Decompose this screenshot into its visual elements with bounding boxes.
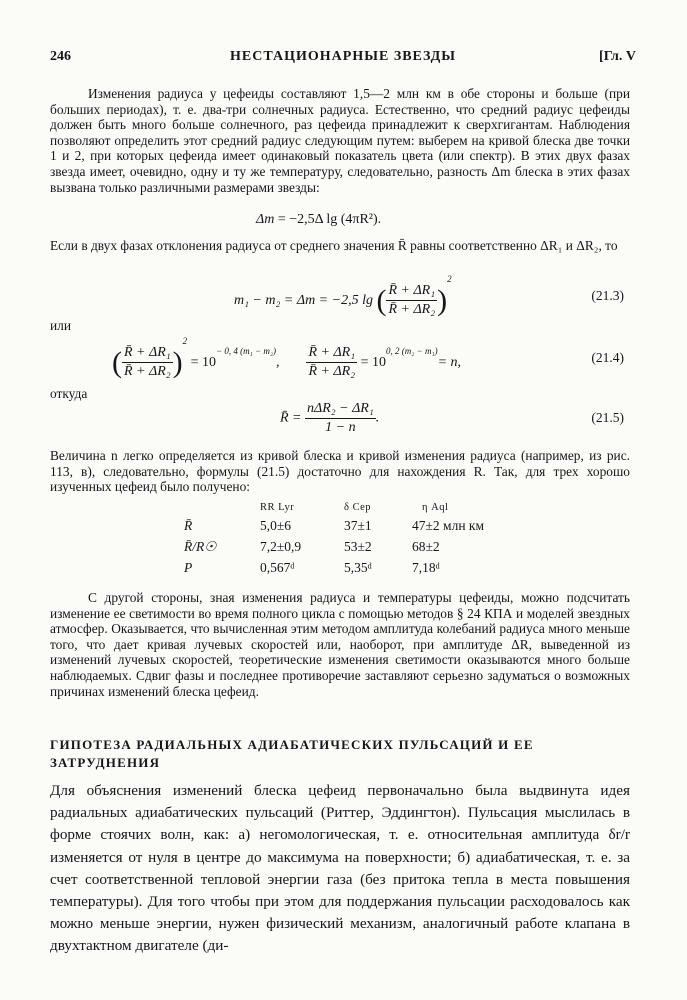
paragraph-radius-change bbox=[50, 86, 630, 195]
eq2-rhs1-base: = 10 bbox=[190, 354, 217, 370]
eq2-fraction bbox=[122, 344, 173, 381]
eq3-numerator: nΔR₂ − ΔR₁ bbox=[305, 400, 376, 419]
table-row bbox=[184, 515, 542, 536]
row-label: R̄/R☉ bbox=[184, 538, 217, 554]
eq1-numerator: R̄ + ΔR₁ bbox=[386, 282, 437, 301]
paragraph-deviation bbox=[50, 238, 630, 254]
row-label: P bbox=[184, 559, 193, 575]
table-cell: 68±2 bbox=[412, 538, 440, 554]
paragraph-text: Для объяснения изменений блеска цефеид первоначально была выдвинута идея радиальных адиабатических пульсаций (Риттер, Эддингтон). Пульсация мыслилась в форме стоячих волн, как: а) негомологическая, т. е. относительная амплитуда δr/r изменяется от нуля в центре до максимума на поверхности; б) адиабатическая, т. е. за счет соответственной тепловой энергии газа (без притока тепла в места повышения температуры). Для того чтобы при этом для поддержания пульсации расходовалось как можно меньше энергии, нужен физический механизм, аналогичный работе клапана в двухтактном двигателе (ди- bbox=[50, 782, 630, 955]
paragraph-text: Изменения радиуса у цефеиды составляют 1,5—2 млн км в обе стороны и больше (при больших периодах), т. е. два-три солнечных радиуса. Естественно, что средний радиус цефеиды должен быть много больше солнечного, раз цефеида принадлежит к сверхгигантам. Наблюдения позволяют определить этот средний радиус следующим путем: выберем на кривой блеска две точки 1 и 2, при которых цефеида имеет одинаковый показатель цвета (или спектр). В этих двух фазах звезда имеет, очевидно, одну и ту же температуру, следовательно, разность Δm блеска в этих фазах вызвана только различными размерами звезды: bbox=[50, 86, 630, 195]
table-cell: 47±2 млн км bbox=[412, 517, 485, 533]
section-heading: ГИПОТЕЗА РАДИАЛЬНЫХ АДИАБАТИЧЕСКИХ ПУЛЬСАЦИЙ И ЕЕ ЗАТРУДНЕНИЯ bbox=[50, 737, 534, 770]
table-cell: 0,567ᵈ bbox=[260, 559, 295, 575]
table-cell: 53±2 bbox=[344, 538, 372, 554]
eq1-denominator: R̄ + ΔR₂ bbox=[388, 302, 436, 318]
eq3-end: . bbox=[375, 410, 380, 426]
table-header-cell bbox=[184, 499, 260, 515]
table-cell: 5,35ᵈ bbox=[344, 559, 372, 575]
word-whence: откуда bbox=[50, 386, 88, 401]
paragraph-pulsation-hypothesis bbox=[50, 780, 630, 958]
table-row bbox=[184, 557, 542, 578]
eq2-power: 2 bbox=[182, 336, 188, 346]
table-cell: 7,18ᵈ bbox=[412, 559, 440, 575]
eq2-rhs1-exp: − 0, 4 (m₁ − m₂) bbox=[216, 346, 276, 356]
equation-21-3: m₁ − m₂ = Δm = −2,5 lg ( $\frac{\text{R̄ + ΔR₁}}{\text{R̄ + ΔR₂}}$ )$^2$ (21.3) bbox=[234, 274, 624, 318]
running-title: НЕСТАЦИОНАРНЫЕ ЗВЕЗДЫ bbox=[230, 49, 456, 64]
eq1-fraction bbox=[386, 282, 437, 319]
page-header bbox=[50, 49, 636, 69]
eq1-power: 2 bbox=[447, 274, 452, 284]
chapter-marker: [Гл. V bbox=[599, 49, 636, 64]
cepheid-radius-table bbox=[184, 499, 542, 578]
equation-number: (21.5) bbox=[591, 410, 624, 425]
eq2-rhs2-exp: 0, 2 (m₂ − m₁) bbox=[386, 346, 438, 356]
equation-number: (21.4) bbox=[591, 350, 624, 365]
row-label: R̄ bbox=[184, 517, 193, 533]
table-header-row bbox=[184, 499, 542, 515]
table-header-cell: δ Cep bbox=[344, 501, 371, 513]
paragraph-luminosity bbox=[50, 590, 630, 699]
eq2b-denominator: R̄ + ΔR₂ bbox=[308, 364, 356, 380]
eq2-sep: , bbox=[275, 354, 280, 370]
paragraph-text: Если в двух фазах отклонения радиуса от среднего значения R̄ равны соответственно ΔR₁ и ΔR₂, то bbox=[50, 238, 618, 253]
eq2b-numerator: R̄ + ΔR₁ bbox=[306, 344, 357, 363]
paragraph-text: Величина n легко определяется из кривой блеска и кривой изменения радиуса (например, из рис. 113, в), следовательно, формулы (21.5) достаточно для нахождения R. Так, для трех хорошо изученных цефеид было получено: bbox=[50, 448, 630, 495]
table-header-cell: η Aql bbox=[422, 501, 449, 513]
eq0-lhs: Δm bbox=[256, 212, 275, 227]
table-row bbox=[184, 536, 542, 557]
eq2-rhs2-end: = n, bbox=[437, 354, 462, 370]
eq2-numerator: R̄ + ΔR₁ bbox=[122, 344, 173, 363]
equation-21-5 bbox=[50, 400, 630, 444]
table-cell: 5,0±6 bbox=[260, 517, 292, 533]
equation-number: (21.3) bbox=[591, 288, 624, 303]
page-number: 246 bbox=[50, 49, 71, 64]
table-cell: 37±1 bbox=[344, 517, 372, 533]
eq2-fraction-b bbox=[306, 344, 357, 381]
paragraph-n-value bbox=[50, 448, 630, 495]
eq3-denominator: 1 − n bbox=[325, 420, 356, 435]
eq0-rhs: = −2,5Δ lg (4πR²). bbox=[277, 212, 382, 227]
eq2-denominator: R̄ + ΔR₂ bbox=[124, 364, 171, 380]
eq3-lhs: R̄ = bbox=[280, 410, 302, 426]
eq3-fraction bbox=[305, 400, 376, 437]
eq1-lhs: m₁ − m₂ = Δm = −2,5 lg bbox=[234, 292, 373, 308]
equation-21-4: ( $\frac{\text{R̄ + ΔR₁}}{\text{R̄ + ΔR₂}}$ )$^2 = 10^{- 0, 4 (m_1 - m_2)}$, $\frac{\text{R̄ + ΔR₁}}{\text{R̄ + ΔR₂}}$ = $10^{0, 2 (m_2 - m_1)}= n$, (21.4) bbox=[112, 336, 624, 380]
table-cell: 7,2±0,9 bbox=[260, 538, 302, 554]
table-header-cell: RR Lyr bbox=[260, 501, 295, 513]
eq2-rhs2-base: = 10 bbox=[360, 354, 386, 370]
word-or: или bbox=[50, 318, 72, 333]
paragraph-text: С другой стороны, зная изменения радиуса и температуры цефеиды, можно подсчитать изменение ее светимости во время полного цикла с помощью методов § 24 КПА и моделей звездных атмосфер. Оказывается, что вычисленная этим методом амплитуда колебаний радиуса много меньше того, что дает кривая лучевых скоростей или, наоборот, при амплитуде ΔR, выведенной из изменений лучевых скоростей, теоретические изменения светимости оказываются много больше наблюдаемых. Сдвиг фазы и последнее противоречие заставляют серьезно задуматься о возможных причинах изменений блеска цефеид. bbox=[50, 590, 630, 699]
